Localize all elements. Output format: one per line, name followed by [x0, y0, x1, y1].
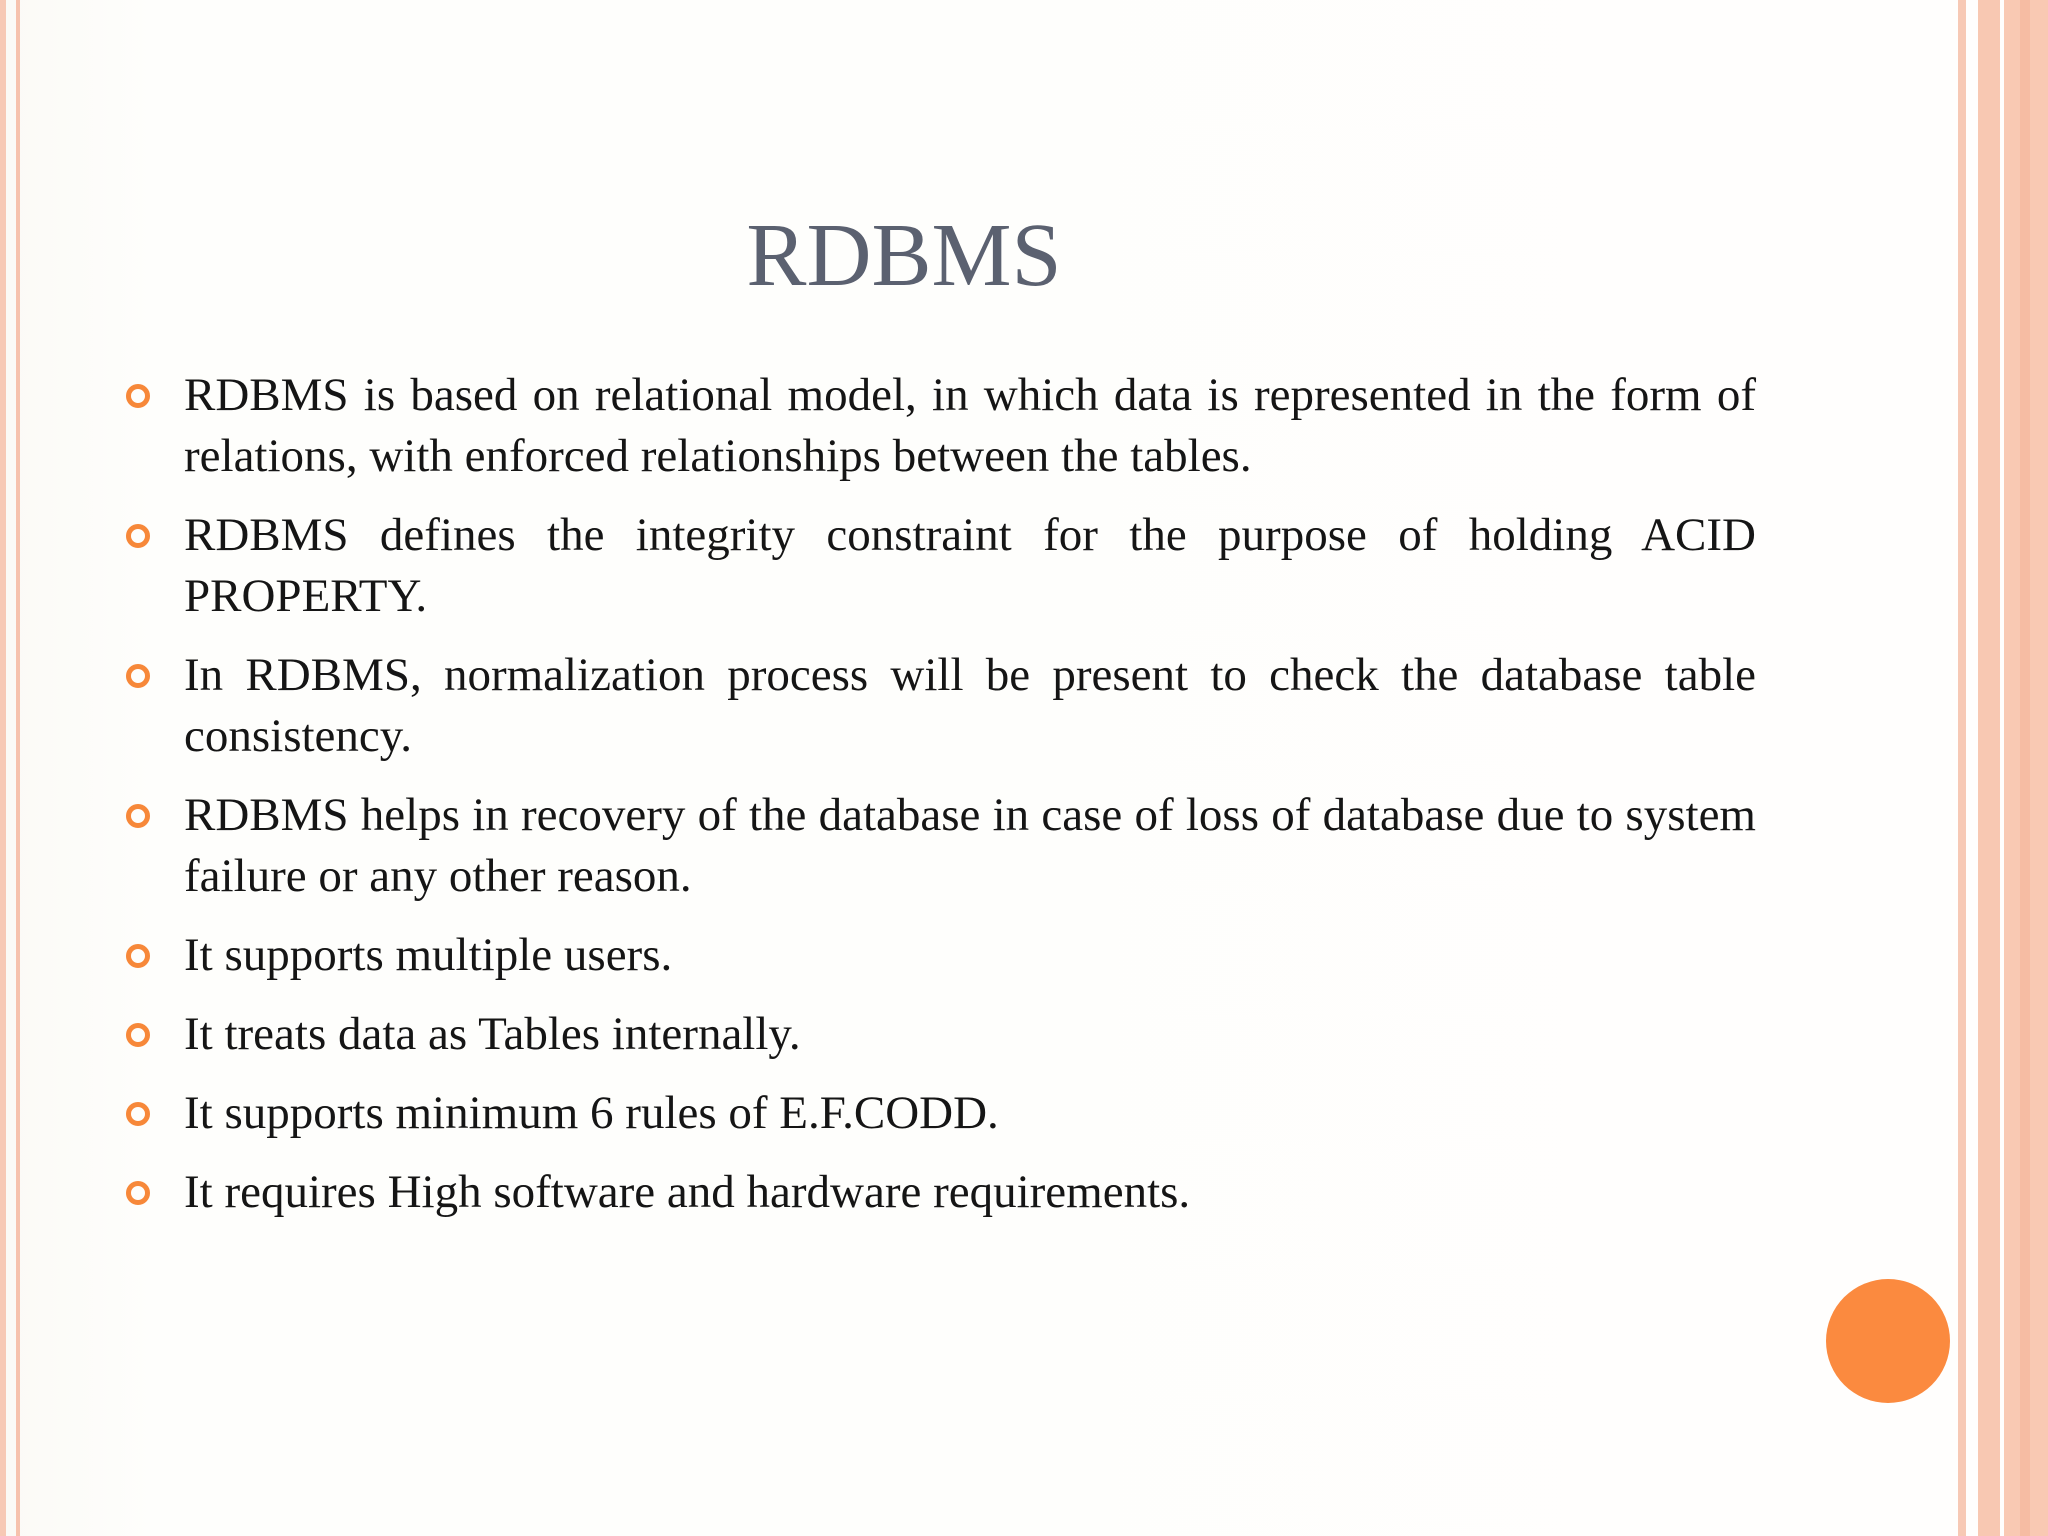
right-border-stripe — [1978, 0, 2000, 1536]
bullet-text: It supports multiple users. — [184, 929, 673, 981]
bullet-item — [120, 505, 1756, 627]
bullet-item — [120, 925, 1756, 986]
bullet-item — [120, 1162, 1756, 1223]
bullet-item — [120, 785, 1756, 907]
bullet-circle-icon — [126, 384, 150, 408]
bullet-text: In RDBMS, normalization process will be present to check the database table consistency. — [184, 649, 1756, 762]
bullet-circle-icon — [126, 664, 150, 688]
bullet-text: It treats data as Tables internally. — [184, 1008, 801, 1060]
bullet-item — [120, 1004, 1756, 1065]
bullet-circle-icon — [126, 1023, 150, 1047]
slide-title: RDBMS — [746, 206, 1062, 305]
bullet-circle-icon — [126, 1102, 150, 1126]
bullet-item — [120, 365, 1756, 487]
bullet-text: It supports minimum 6 rules of E.F.CODD. — [184, 1087, 999, 1139]
bullet-item — [120, 645, 1756, 767]
bullet-text: It requires High software and hardware requirements. — [184, 1166, 1191, 1218]
bullet-text: RDBMS is based on relational model, in which data is represented in the form of relations, with enforced relationships between the tables. — [184, 369, 1756, 482]
bullet-text: RDBMS defines the integrity constraint for the purpose of holding ACID PROPERTY. — [184, 509, 1756, 622]
bullet-list — [120, 365, 1756, 1241]
right-border-stripe — [2020, 0, 2030, 1536]
bullet-circle-icon — [126, 944, 150, 968]
right-border-stripe — [1958, 0, 1966, 1536]
bullet-circle-icon — [126, 804, 150, 828]
decorative-orange-circle — [1826, 1279, 1950, 1403]
bullet-circle-icon — [126, 524, 150, 548]
bullet-item — [120, 1083, 1756, 1144]
bullet-circle-icon — [126, 1181, 150, 1205]
bullet-text: RDBMS helps in recovery of the database in case of loss of database due to system failure or any other reason. — [184, 789, 1756, 902]
